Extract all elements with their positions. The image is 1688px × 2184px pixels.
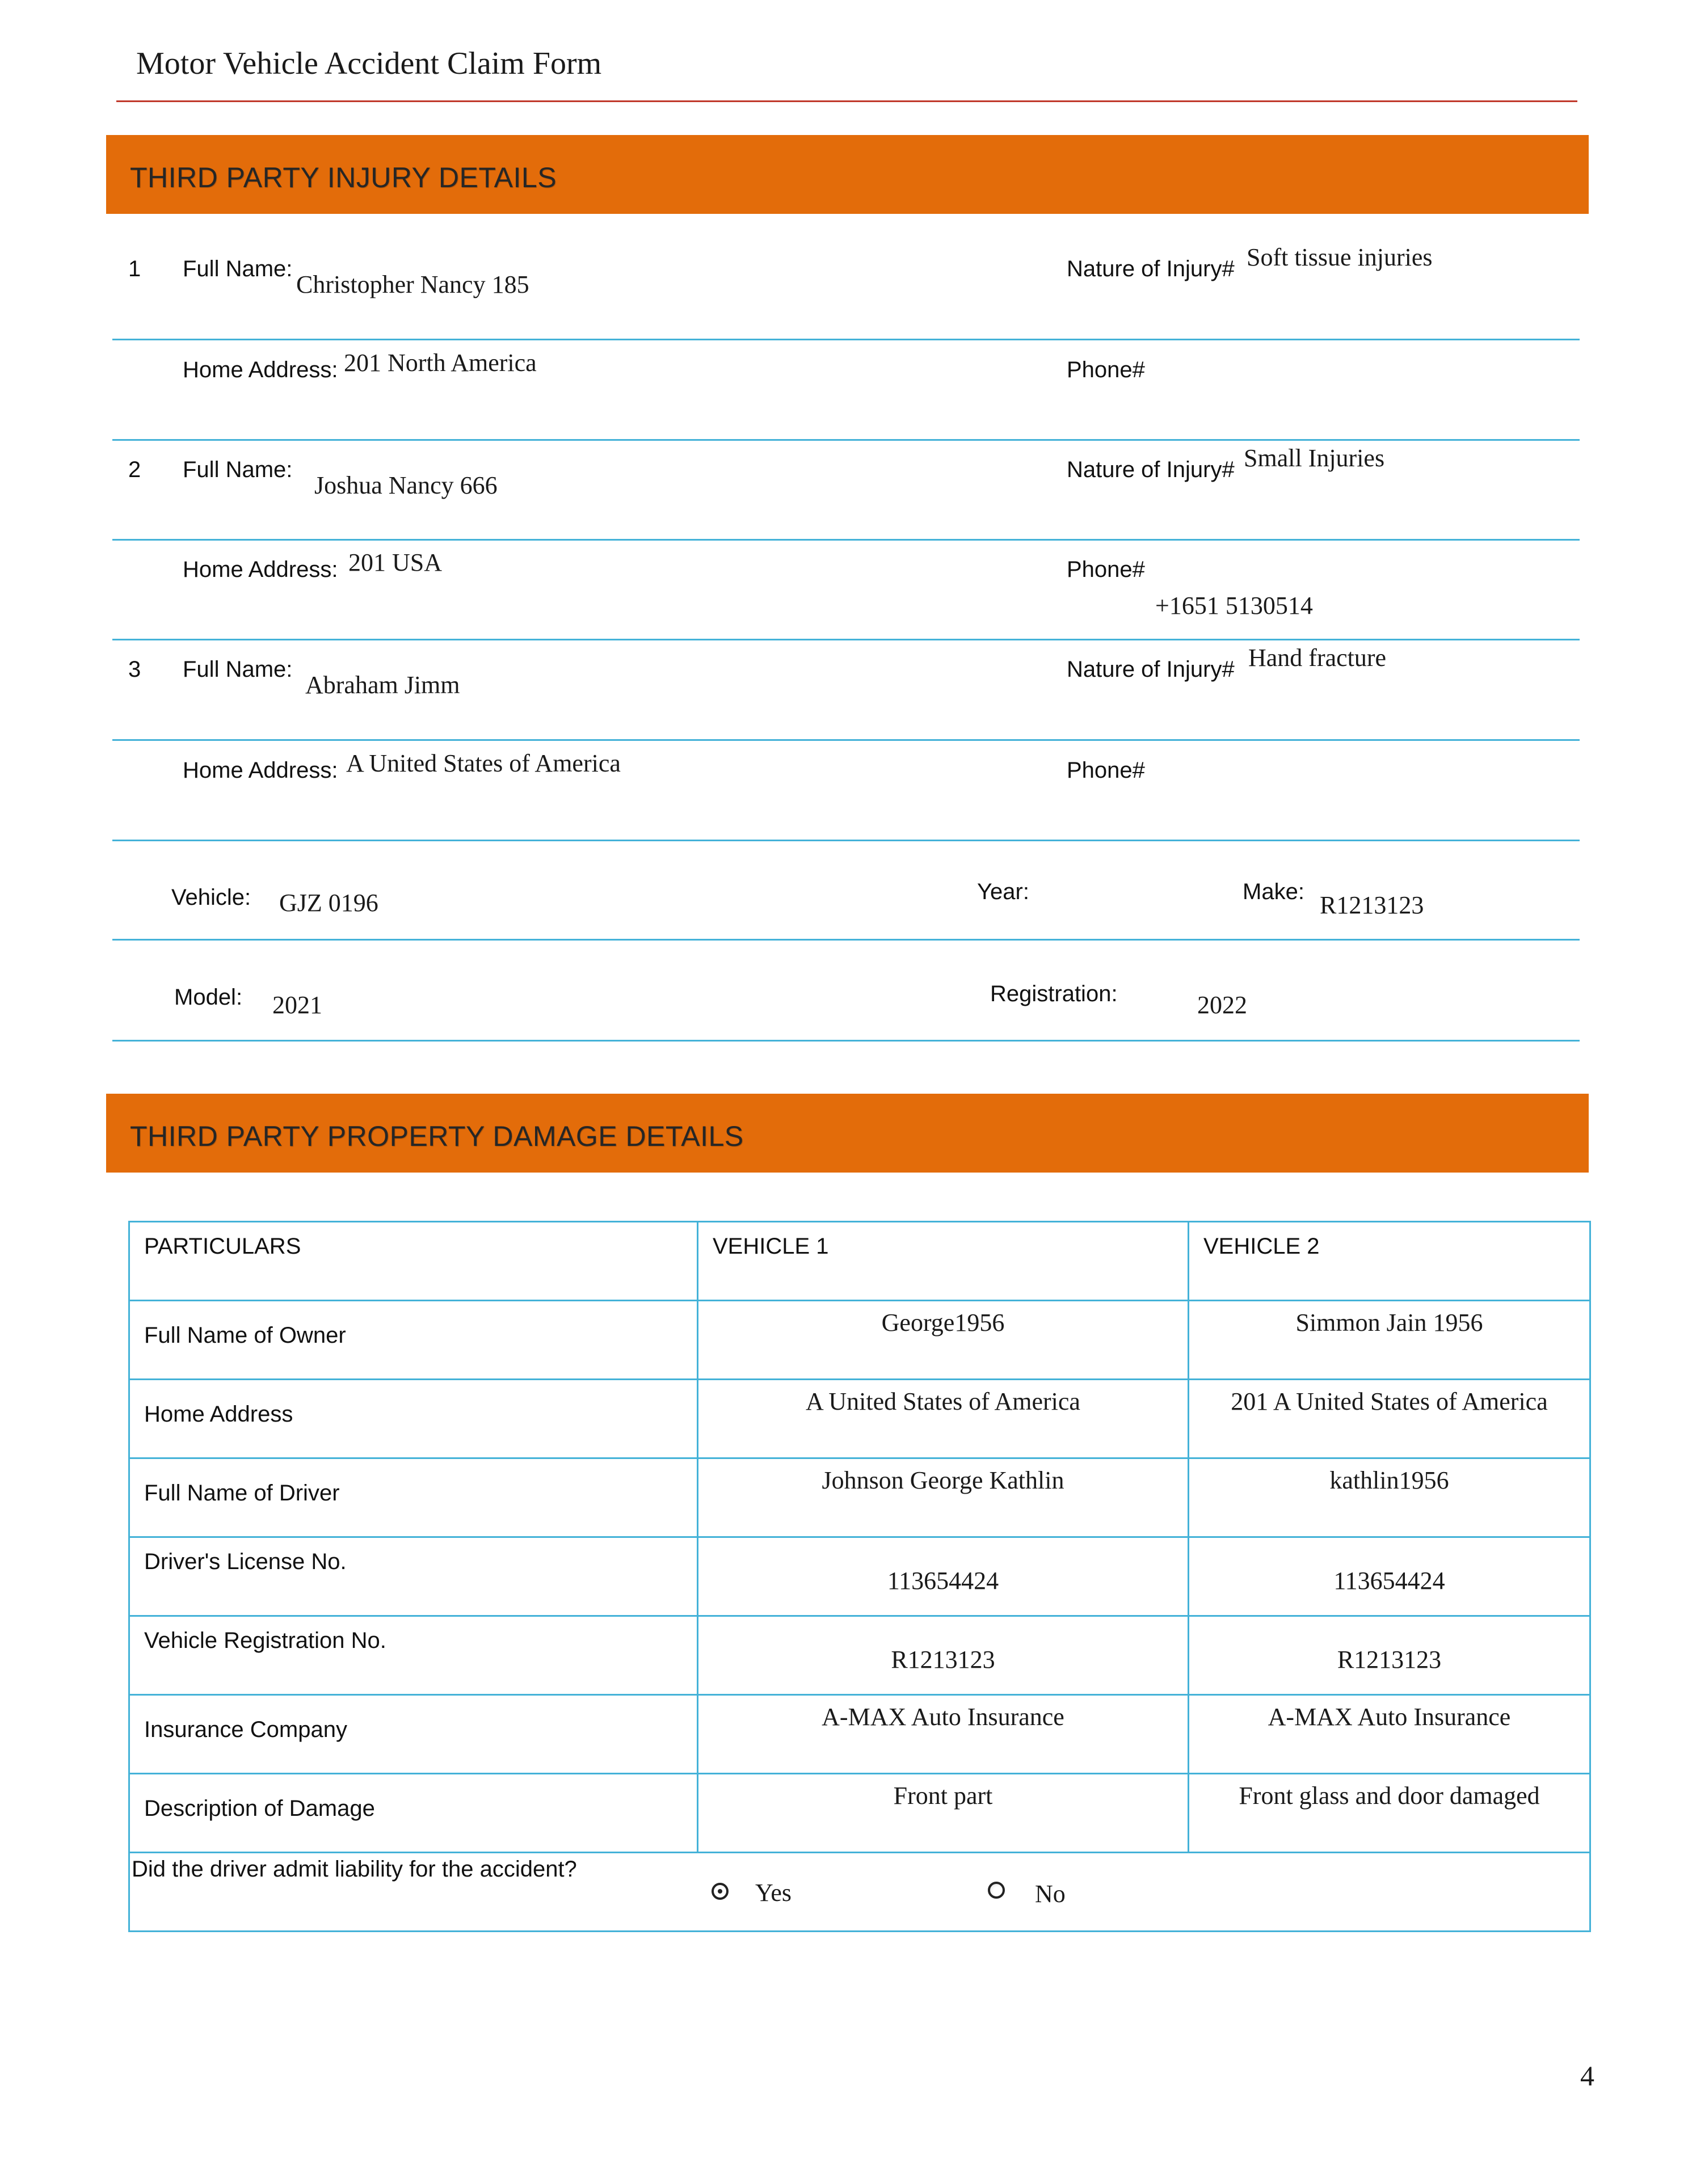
row-divider xyxy=(112,339,1580,340)
person-2-nature-of-injury[interactable]: Small Injuries xyxy=(1244,444,1385,472)
row-label-insurance: Insurance Company xyxy=(144,1717,347,1742)
registration-label: Registration: xyxy=(990,981,1118,1006)
vehicle-2-registration[interactable]: R1213123 xyxy=(1337,1646,1442,1673)
row-label-registration: Vehicle Registration No. xyxy=(144,1628,386,1653)
vehicle-1-insurance[interactable]: A-MAX Auto Insurance xyxy=(822,1703,1064,1731)
home-address-label: Home Address: xyxy=(183,758,338,783)
person-1-full-name[interactable]: Christopher Nancy 185 xyxy=(296,271,529,298)
table-cell xyxy=(698,1695,1189,1774)
person-2-home-address[interactable]: 201 USA xyxy=(348,549,443,576)
phone-label: Phone# xyxy=(1067,758,1145,783)
vehicle-1-owner[interactable]: George1956 xyxy=(881,1309,1005,1336)
person-3-full-name[interactable]: Abraham Jimm xyxy=(305,671,460,699)
vehicle-2-home-address[interactable]: 201 A United States of America xyxy=(1231,1388,1548,1415)
table-row xyxy=(129,1380,1590,1458)
person-2-phone[interactable]: +1651 5130514 xyxy=(1155,592,1313,619)
injury-section-heading: THIRD PARTY INJURY DETAILS xyxy=(130,162,557,193)
vehicle-2-owner[interactable]: Simmon Jain 1956 xyxy=(1295,1309,1483,1336)
table-row xyxy=(129,1301,1590,1380)
table-cell xyxy=(698,1537,1189,1616)
person-3-nature-of-injury[interactable]: Hand fracture xyxy=(1248,644,1387,672)
liability-no-label[interactable]: No xyxy=(1035,1880,1066,1908)
model-value[interactable]: 2021 xyxy=(272,991,322,1019)
person-number: 1 xyxy=(128,256,141,281)
table-cell xyxy=(129,1774,698,1853)
row-divider xyxy=(112,1040,1580,1042)
page-number: 4 xyxy=(1580,2060,1594,2092)
year-label: Year: xyxy=(977,879,1029,904)
table-cell xyxy=(129,1695,698,1774)
home-address-label: Home Address: xyxy=(183,557,338,582)
injury-section-banner xyxy=(106,135,1589,214)
vehicle-value[interactable]: GJZ 0196 xyxy=(279,889,378,917)
person-number: 3 xyxy=(128,657,141,682)
home-address-label: Home Address: xyxy=(183,357,338,382)
liability-yes-label[interactable]: Yes xyxy=(755,1879,792,1907)
person-1-nature-of-injury[interactable]: Soft tissue injuries xyxy=(1247,243,1433,271)
table-row xyxy=(129,1774,1590,1853)
make-label: Make: xyxy=(1243,879,1304,904)
table-cell xyxy=(698,1301,1189,1380)
column-header-vehicle-2: VEHICLE 2 xyxy=(1203,1234,1320,1259)
document-title: Motor Vehicle Accident Claim Form xyxy=(136,46,602,81)
table-cell xyxy=(129,1380,698,1458)
table-row xyxy=(129,1616,1590,1695)
property-damage-table xyxy=(128,1221,1591,1932)
liability-no-radio[interactable] xyxy=(988,1882,1005,1899)
table-cell xyxy=(129,1301,698,1380)
table-cell xyxy=(129,1616,698,1695)
table-cell xyxy=(1189,1380,1590,1458)
table-header-cell xyxy=(129,1222,698,1301)
person-1-home-address[interactable]: 201 North America xyxy=(344,349,537,377)
vehicle-2-damage[interactable]: Front glass and door damaged xyxy=(1239,1782,1540,1810)
phone-label: Phone# xyxy=(1067,357,1145,382)
make-value[interactable]: R1213123 xyxy=(1320,891,1424,919)
person-2-full-name[interactable]: Joshua Nancy 666 xyxy=(314,471,498,499)
table-cell xyxy=(1189,1537,1590,1616)
table-cell xyxy=(1189,1301,1590,1380)
row-label-driver: Full Name of Driver xyxy=(144,1481,340,1506)
registration-value[interactable]: 2022 xyxy=(1197,991,1247,1019)
full-name-label: Full Name: xyxy=(183,657,293,682)
title-divider xyxy=(116,100,1577,102)
row-label-damage: Description of Damage xyxy=(144,1796,375,1821)
vehicle-1-driver[interactable]: Johnson George Kathlin xyxy=(822,1466,1064,1494)
nature-of-injury-label: Nature of Injury# xyxy=(1067,657,1235,682)
vehicle-label: Vehicle: xyxy=(171,885,251,910)
vehicle-1-license[interactable]: 113654424 xyxy=(887,1567,999,1595)
row-divider xyxy=(112,939,1580,941)
table-cell xyxy=(698,1458,1189,1537)
table-cell xyxy=(1189,1458,1590,1537)
nature-of-injury-label: Nature of Injury# xyxy=(1067,457,1235,482)
row-divider xyxy=(112,639,1580,640)
row-divider xyxy=(112,840,1580,841)
row-divider xyxy=(112,439,1580,441)
liability-cell xyxy=(129,1853,1590,1932)
table-row xyxy=(129,1537,1590,1616)
row-label-license: Driver's License No. xyxy=(144,1549,347,1574)
row-divider xyxy=(112,539,1580,541)
liability-question: Did the driver admit liability for the accident? xyxy=(132,1857,577,1882)
table-cell xyxy=(129,1537,698,1616)
column-header-particulars: PARTICULARS xyxy=(144,1234,301,1259)
property-section-banner xyxy=(106,1094,1589,1173)
row-label-owner: Full Name of Owner xyxy=(144,1323,346,1348)
person-3-home-address[interactable]: A United States of America xyxy=(346,749,621,777)
table-cell xyxy=(1189,1774,1590,1853)
vehicle-2-license[interactable]: 113654424 xyxy=(1333,1567,1445,1595)
row-divider xyxy=(112,739,1580,741)
phone-label: Phone# xyxy=(1067,557,1145,582)
table-cell xyxy=(698,1380,1189,1458)
full-name-label: Full Name: xyxy=(183,256,293,281)
vehicle-1-registration[interactable]: R1213123 xyxy=(891,1646,995,1673)
liability-row xyxy=(129,1853,1590,1932)
nature-of-injury-label: Nature of Injury# xyxy=(1067,256,1235,281)
column-header-vehicle-1: VEHICLE 1 xyxy=(713,1234,829,1259)
vehicle-1-damage[interactable]: Front part xyxy=(893,1782,993,1810)
vehicle-2-insurance[interactable]: A-MAX Auto Insurance xyxy=(1268,1703,1511,1731)
table-row xyxy=(129,1695,1590,1774)
table-cell xyxy=(698,1616,1189,1695)
person-number: 2 xyxy=(128,457,141,482)
liability-yes-radio[interactable] xyxy=(712,1883,729,1900)
table-cell xyxy=(1189,1695,1590,1774)
property-section-heading: THIRD PARTY PROPERTY DAMAGE DETAILS xyxy=(130,1120,744,1152)
vehicle-1-home-address[interactable]: A United States of America xyxy=(806,1388,1080,1415)
table-header-cell xyxy=(1189,1222,1590,1301)
table-cell xyxy=(698,1774,1189,1853)
table-header-row xyxy=(129,1222,1590,1301)
table-header-cell xyxy=(698,1222,1189,1301)
row-label-home-address: Home Address xyxy=(144,1402,293,1427)
full-name-label: Full Name: xyxy=(183,457,293,482)
model-label: Model: xyxy=(174,985,243,1010)
table-row xyxy=(129,1458,1590,1537)
vehicle-2-driver[interactable]: kathlin1956 xyxy=(1329,1466,1449,1494)
table-cell xyxy=(129,1458,698,1537)
table-cell xyxy=(1189,1616,1590,1695)
